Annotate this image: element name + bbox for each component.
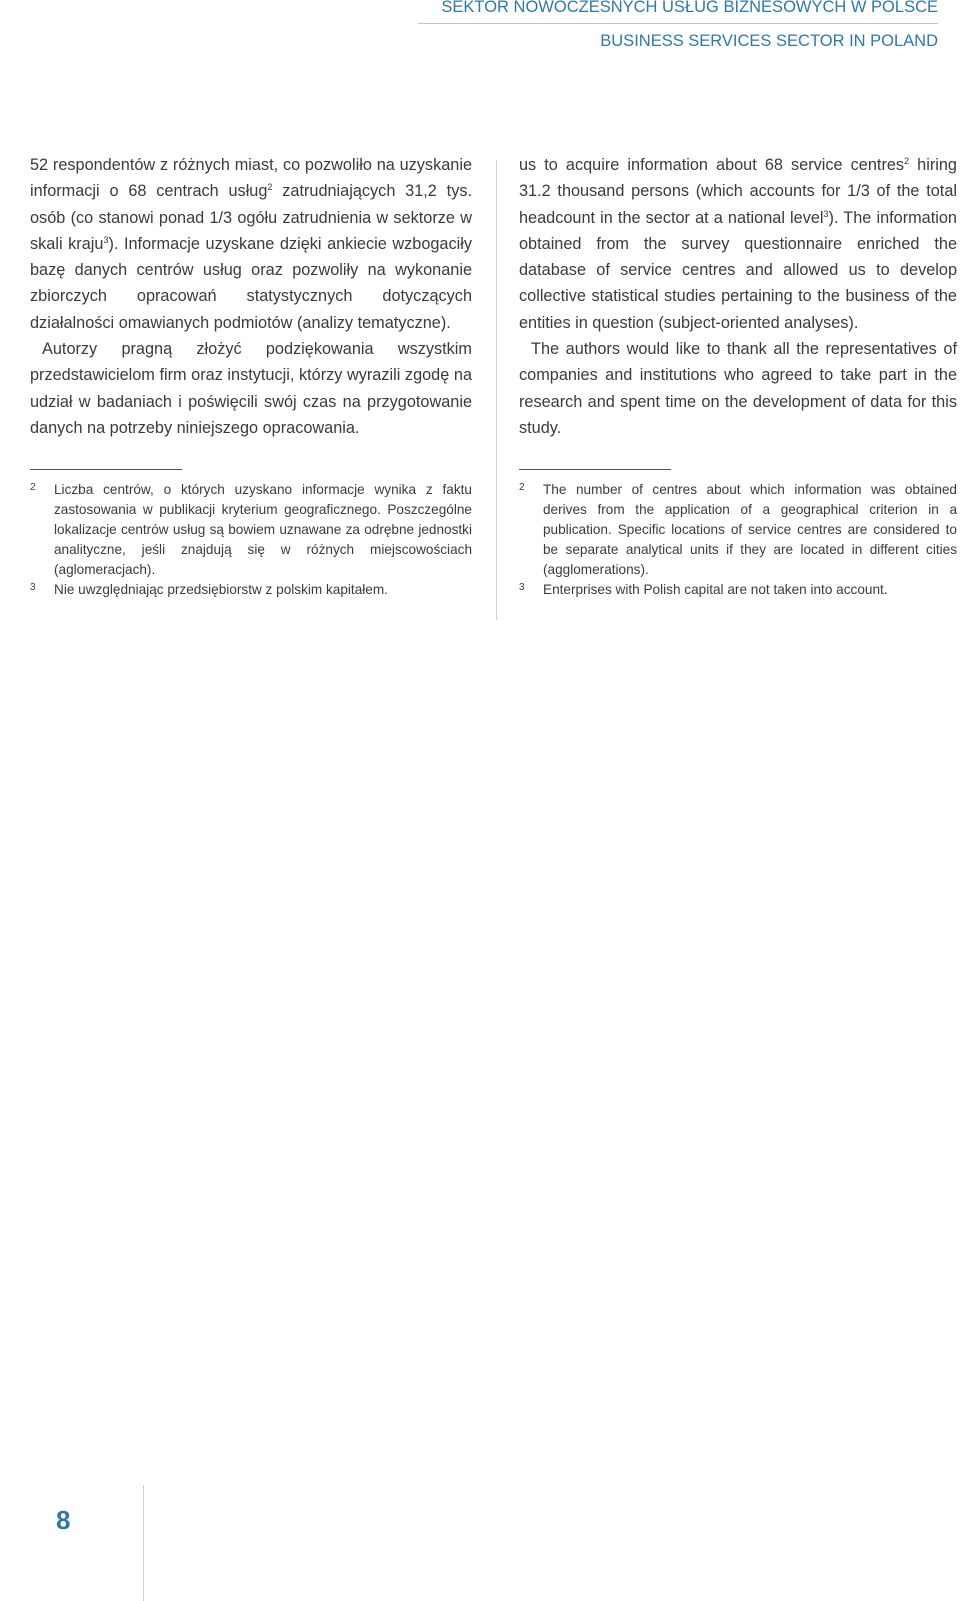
left-p1-footnote-ref-2: 2 — [267, 182, 273, 193]
right-footnote-number: 2 — [519, 482, 525, 494]
left-p1-part-a: 52 respondentów z różnych miast, co pozwoliło na uzyskanie informacji o 68 centrach usług — [30, 156, 472, 201]
right-footnote-number: 3 — [519, 582, 525, 594]
left-footnote-number: 3 — [30, 582, 36, 594]
left-paragraph-1 — [30, 152, 472, 336]
header-title-polish: SEKTOR NOWOCZESNYCH USŁUG BIZNESOWYCH W POLSCE — [441, 0, 938, 16]
left-footnote-number: 2 — [30, 482, 36, 494]
right-p1-part-a: us to acquire information about 68 service centres — [519, 156, 905, 174]
left-footnote-divider — [30, 469, 182, 470]
left-footnote-text: Liczba centrów, o których uzyskano informacje wynika z faktu zastosowania w publikacji kryterium geograficznego. Poszczególne lokalizacje centrów usług są bowiem uznawane za odrębne jednostki analityczne, jeśli znajdują się w różnych miejscowościach (aglomeracjach). — [54, 482, 472, 578]
right-footnote-text: The number of centres about which information was obtained derives from the application of a geographical criterion in a publication. Specific locations of service centres are considered to be separate analytical units if they are located in different cities (agglomerations). — [543, 482, 957, 578]
right-body-text — [519, 152, 957, 441]
left-column-polish — [30, 152, 472, 600]
header-divider — [418, 23, 938, 24]
right-footnote — [519, 480, 957, 580]
page-header — [441, 0, 938, 52]
right-p1-part-c: ). The information obtained from the survey questionnaire enriched the database of service centres and allowed us to develop collective statistical studies pertaining to the business of the entities in question (subject-oriented analyses). — [519, 208, 957, 332]
left-p1-footnote-ref-3: 3 — [103, 234, 109, 245]
page-number: 8 — [56, 1505, 71, 1535]
left-p1-part-b: zatrudniających 31,2 tys. osób (co stanowi ponad 1/3 ogółu zatrudnienia w sektorze w skali kraju — [30, 182, 472, 253]
right-footnotes — [519, 480, 957, 600]
right-paragraph-1 — [519, 152, 957, 336]
right-p1-footnote-ref-2: 2 — [904, 156, 910, 166]
left-paragraph-2: Autorzy pragną złożyć podziękowania wszystkim przedstawicielom firm oraz instytucji, którzy wyrazili zgodę na udział w badaniach i poświęcili swój czas na przygotowanie danych na potrzeby niniejszego opracowania. — [30, 340, 472, 437]
right-footnote-text: Enterprises with Polish capital are not taken into account. — [543, 582, 888, 598]
left-body-text — [30, 152, 472, 441]
right-paragraph-2: The authors would like to thank all the representatives of companies and institutions who agreed to take part in the research and spent time on the development of data for this study. — [519, 340, 957, 437]
right-p1-footnote-ref-3: 3 — [823, 208, 829, 219]
right-p1-part-b: hiring 31.2 thousand persons (which accounts for 1/3 of the total headcount in the sector at a national level — [519, 156, 957, 227]
left-footnote — [30, 580, 472, 600]
right-footnote-divider — [519, 469, 671, 470]
right-column-english — [519, 152, 957, 600]
page-number-divider — [143, 1485, 144, 1601]
header-title-english: BUSINESS SERVICES SECTOR IN POLAND — [600, 32, 938, 50]
column-divider — [496, 160, 497, 620]
left-p1-part-c: ). Informacje uzyskane dzięki ankiecie wzbogaciły bazę danych centrów usług oraz pozwoliły na wykonanie zbiorczych opracowań statystycznych dotyczących działalności omawianych podmiotów (analizy tematyczne). — [30, 234, 472, 332]
left-footnote-text: Nie uwzględniając przedsiębiorstw z polskim kapitałem. — [54, 582, 388, 598]
right-footnote — [519, 580, 957, 600]
left-footnotes — [30, 480, 472, 600]
left-footnote — [30, 480, 472, 580]
